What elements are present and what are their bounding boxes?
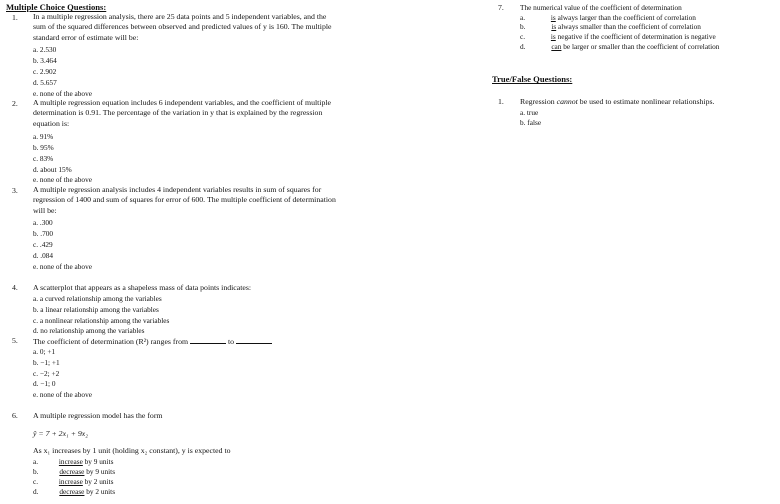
q3-number: 3. xyxy=(12,186,18,195)
tf1-number: 1. xyxy=(498,97,504,106)
option-struck-word: is xyxy=(550,32,556,41)
q2-number: 2. xyxy=(12,99,18,108)
option-letter: a. xyxy=(33,457,39,466)
option-letter: d. xyxy=(33,487,39,496)
q5-option-e: e. none of the above xyxy=(33,390,92,399)
q5-blank-2 xyxy=(236,336,272,344)
tf1-option-a: a. true xyxy=(520,108,539,117)
option-letter: b. xyxy=(33,467,39,476)
option-struck-word: decrease xyxy=(59,467,85,476)
q1-stem: In a multiple regression analysis, there are 25 data points and 5 independent variables, and the sum of the squared differences between observed and predicted values of y is 160. The multiple standard error of estimate will be: xyxy=(33,12,332,42)
q5-stem-start: The coefficient of determination (R²) ranges from xyxy=(33,337,189,346)
tf1-option-b: b. false xyxy=(520,118,542,127)
option-text: by 9 units xyxy=(82,457,114,466)
q4-number: 4. xyxy=(12,283,18,292)
q5-option-a: a. 0; +1 xyxy=(33,347,56,356)
option-struck-word: is xyxy=(550,13,556,22)
q1-option-d: d. 5.657 xyxy=(33,78,57,87)
q4-option-b: b. a linear relationship among the variables xyxy=(33,305,159,314)
q6-subquestion: As x₁ increases by 1 unit (holding x₂ constant), y is expected to xyxy=(33,446,231,455)
q6-stem: A multiple regression model has the form xyxy=(33,411,163,420)
q3-stem: A multiple regression analysis includes 4 independent variables results in sum of squares for regression of 1400 and sum of squares for error of 600. The multiple coefficient of determination will be: xyxy=(33,185,336,215)
q3-option-d: d. .084 xyxy=(33,251,54,260)
option-text: be larger or smaller than the coefficient of correlation xyxy=(561,42,720,51)
q6-option-b xyxy=(33,467,115,476)
q2-option-b: b. 95% xyxy=(33,143,54,152)
option-letter: b. xyxy=(520,22,526,31)
option-text: negative if the coefficient of determination is negative xyxy=(555,32,716,41)
q6-option-c xyxy=(33,477,113,486)
tf-heading: True/False Questions: xyxy=(492,74,573,84)
tf1-stem-start: Regression xyxy=(520,97,557,106)
q7-option-b xyxy=(520,22,701,31)
q4-stem: A scatterplot that appears as a shapeless mass of data points indicates: xyxy=(33,283,252,292)
q7-option-a xyxy=(520,13,696,22)
option-struck-word: increase xyxy=(58,457,83,466)
option-text: by 2 units xyxy=(84,487,116,496)
q5-stem xyxy=(33,336,272,347)
option-text: always smaller than the coefficient of correlation xyxy=(556,22,701,31)
q1-number: 1. xyxy=(12,13,18,22)
q7-option-d xyxy=(520,42,719,51)
option-letter: c. xyxy=(520,32,526,41)
q4-option-c: c. a nonlinear relationship among the variables xyxy=(33,316,170,325)
q2-option-c: c. 83% xyxy=(33,154,54,163)
q6-option-a xyxy=(33,457,113,466)
q5-option-d: d. −1; 0 xyxy=(33,379,56,388)
q3-option-c: c. .429 xyxy=(33,240,53,249)
q5-number: 5. xyxy=(12,336,18,345)
option-letter: c. xyxy=(33,477,39,486)
option-struck-word: increase xyxy=(58,477,83,486)
q2-option-a: a. 91% xyxy=(33,132,54,141)
option-letter: d. xyxy=(520,42,526,51)
q3-option-b: b. .700 xyxy=(33,229,54,238)
q7-option-c xyxy=(520,32,716,41)
option-struck-word: can xyxy=(551,42,562,51)
q3-option-e: e. none of the above xyxy=(33,262,92,271)
q5-option-b: b. −1; +1 xyxy=(33,358,60,367)
q5-blank-1 xyxy=(190,336,226,344)
q7-stem: The numerical value of the coefficient of determination xyxy=(520,3,682,12)
mc-heading: Multiple Choice Questions: xyxy=(6,2,107,12)
q1-option-c: c. 2.902 xyxy=(33,67,57,76)
option-text: by 2 units xyxy=(82,477,114,486)
q2-stem: A multiple regression equation includes 6 independent variables, and the coefficient of multiple determination is 0.91. The percentage of the variation in y that is explained by the regression equation is: xyxy=(33,98,332,128)
q1-option-a: a. 2.530 xyxy=(33,45,57,54)
q4-option-d: d. no relationship among the variables xyxy=(33,326,145,335)
option-text: always larger than the coefficient of correlation xyxy=(555,13,696,22)
q4-option-a: a. a curved relationship among the variables xyxy=(33,294,162,303)
q3-option-a: a. .300 xyxy=(33,218,53,227)
q7-number: 7. xyxy=(498,3,504,12)
q1-option-e: e. none of the above xyxy=(33,89,92,98)
option-struck-word: decrease xyxy=(59,487,85,496)
q6-option-d xyxy=(33,487,115,496)
tf1-stem-end: be used to estimate nonlinear relationships. xyxy=(577,97,715,106)
option-struck-word: is xyxy=(551,22,557,31)
q2-option-e: e. none of the above xyxy=(33,175,92,184)
q5-option-c: c. −2; +2 xyxy=(33,369,60,378)
q1-option-b: b. 3.464 xyxy=(33,56,57,65)
tf1-stem-emphasis: cannot xyxy=(556,97,578,106)
option-letter: a. xyxy=(520,13,526,22)
q2-option-d: d. about 15% xyxy=(33,165,72,174)
q6-number: 6. xyxy=(12,411,18,420)
q5-stem-to: to xyxy=(227,337,235,346)
q6-equation: ŷ = 7 + 2x₁ + 9x₂ xyxy=(33,429,88,438)
tf1-stem xyxy=(520,97,714,107)
option-text: by 9 units xyxy=(84,467,116,476)
